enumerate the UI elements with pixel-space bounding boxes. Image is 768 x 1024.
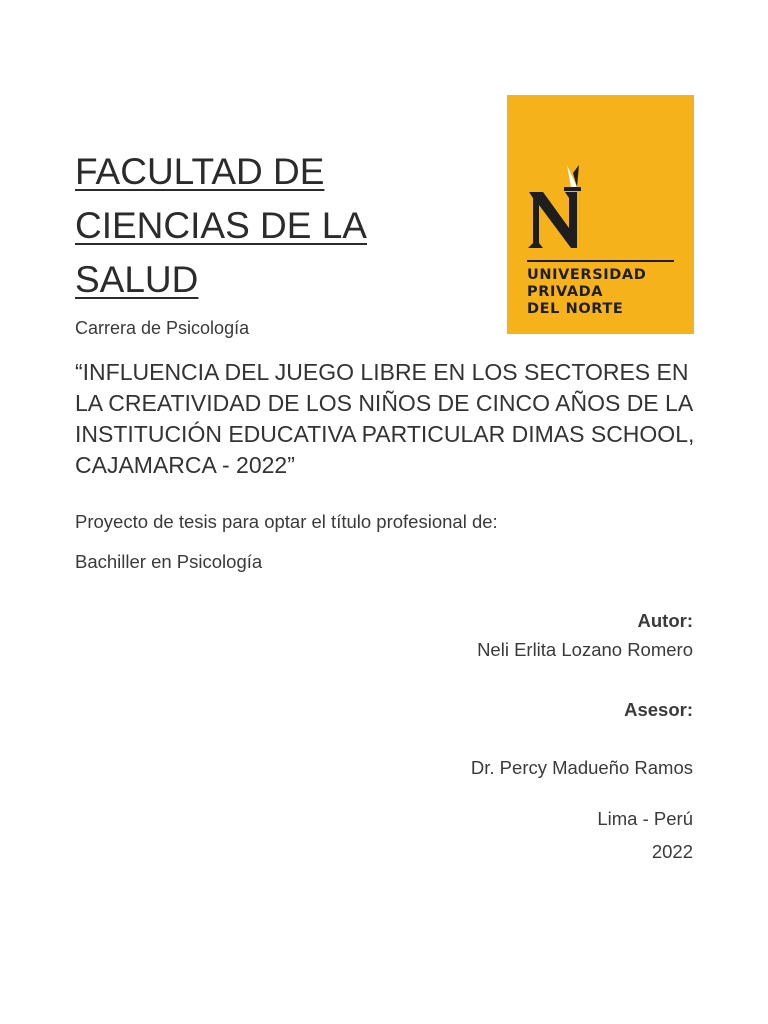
faculty-name (75, 145, 475, 307)
logo-wordmark (527, 267, 646, 318)
logo-divider (527, 260, 674, 262)
faculty-line-1: FACULTAD DE (75, 151, 325, 192)
degree-name: Bachiller en Psicología (75, 551, 263, 572)
career-name: Carrera de Psicología (75, 318, 250, 338)
faculty-line-3: SALUD (75, 259, 199, 300)
project-line: Proyecto de tesis para optar el título profesional de: (75, 511, 498, 532)
advisor-label: Asesor: (624, 699, 693, 720)
logo-line-1: UNIVERSIDAD (527, 267, 647, 283)
faculty-line-2: CIENCIAS DE LA (75, 205, 367, 246)
place: Lima - Perú (597, 808, 693, 829)
thesis-title: “INFLUENCIA DEL JUEGO LIBRE EN LOS SECTORES EN LA CREATIVIDAD DE LOS NIÑOS DE CINCO AÑOS DE LA INSTITUCIÓN EDUCATIVA PARTICULAR DIMAS SCHOOL, CAJAMARCA - 2022” (75, 359, 695, 478)
logo-line-2: PRIVADA (527, 284, 604, 300)
author-name: Neli Erlita Lozano Romero (477, 639, 693, 660)
advisor-name: Dr. Percy Madueño Ramos (470, 757, 693, 778)
university-logo (507, 95, 694, 334)
author-label: Autor: (637, 610, 693, 631)
logo-line-3: DEL NORTE (527, 301, 624, 317)
year: 2022 (651, 841, 693, 862)
